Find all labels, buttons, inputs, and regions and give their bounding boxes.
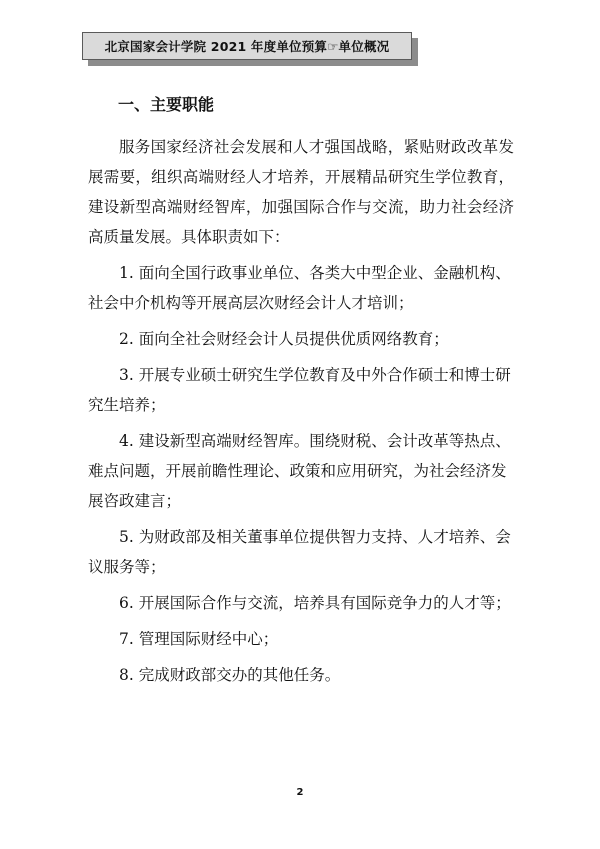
list-item: 7. 管理国际财经中心； [119, 630, 279, 648]
list-item: 5. 为财政部及相关董事单位提供智力支持、人才培养、会议服务等； [88, 528, 511, 576]
header-banner [82, 32, 420, 68]
list-item: 6. 开展国际合作与交流，培养具有国际竞争力的人才等； [119, 594, 511, 612]
intro-paragraph: 服务国家经济社会发展和人才强国战略，紧贴财政改革发展需要，组织高端财经人才培养，开展精品研究生学位教育，建设新型高端财经智库，加强国际合作与交流，助力社会经济高质量发展。具体职责如下： [88, 138, 514, 246]
list-item: 8. 完成财政部交办的其他任务。 [119, 666, 341, 684]
section-title: 一、主要职能 [118, 95, 215, 114]
list-item: 3. 开展专业硕士研究生学位教育及中外合作硕士和博士研究生培养； [88, 366, 511, 414]
header-title: 北京国家会计学院 2021 年度单位预算☞单位概况 [82, 32, 412, 60]
page-number: 2 [296, 787, 304, 798]
list-item: 2. 面向全社会财经会计人员提供优质网络教育； [119, 330, 449, 348]
list-item: 4. 建设新型高端财经智库。围绕财税、会计改革等热点、难点问题，开展前瞻性理论、政策和应用研究，为社会经济发展咨政建言； [88, 432, 511, 510]
body-text [88, 132, 514, 690]
list-item: 1. 面向全国行政事业单位、各类大中型企业、金融机构、社会中介机构等开展高层次财经会计人才培训； [88, 264, 511, 312]
